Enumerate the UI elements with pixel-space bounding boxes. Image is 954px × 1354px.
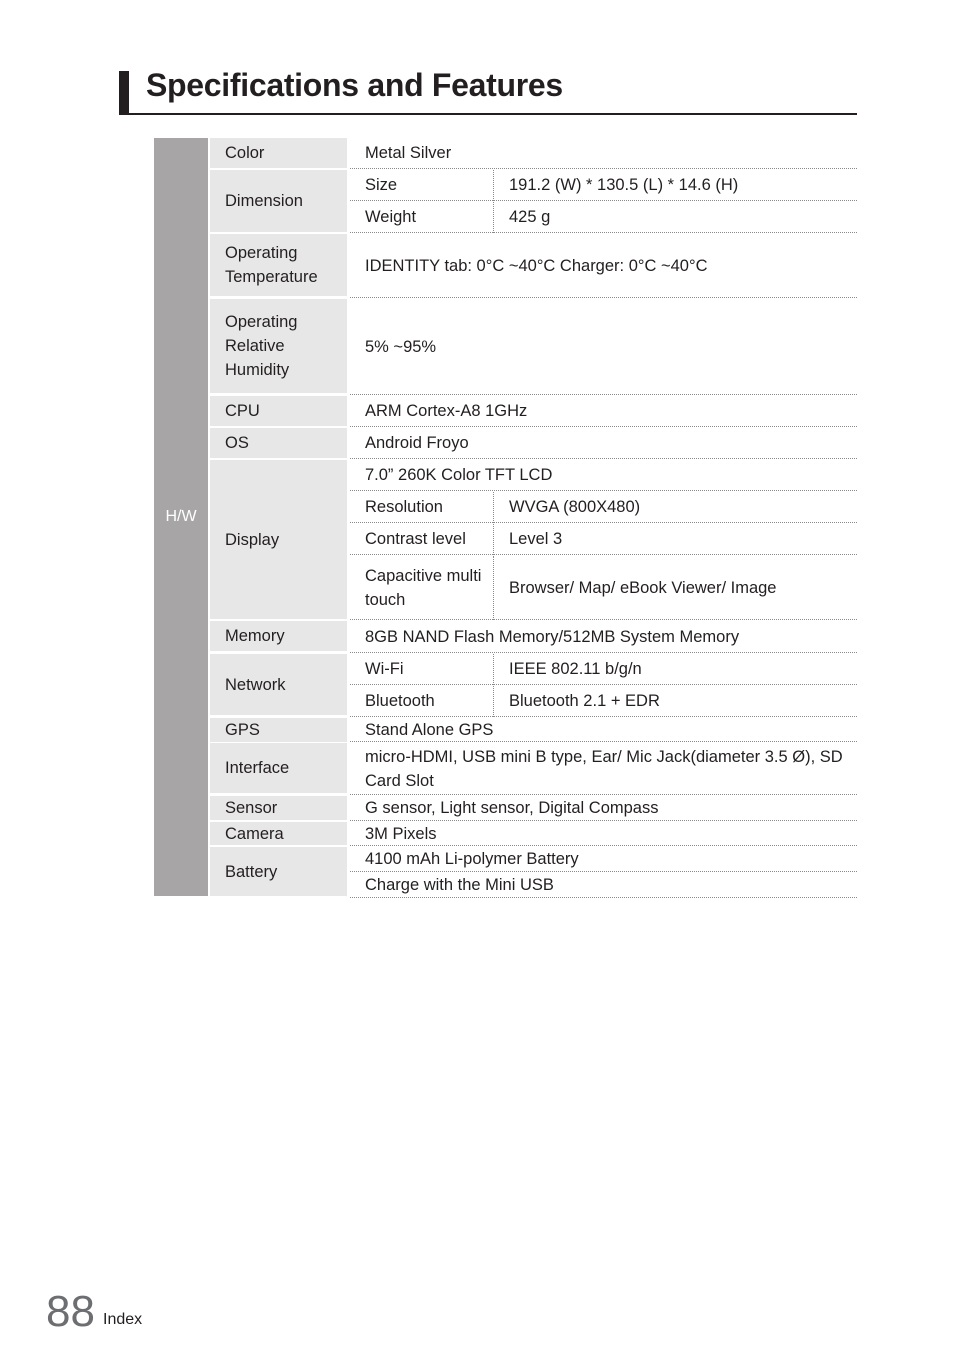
page-title: Specifications and Features bbox=[146, 67, 563, 103]
label-memory: Memory bbox=[210, 621, 347, 651]
title-underline bbox=[119, 113, 857, 115]
sublabel-resolution: Resolution bbox=[350, 492, 493, 523]
value-color: Metal Silver bbox=[350, 138, 857, 169]
title-accent-bar bbox=[119, 71, 129, 114]
sublabel-bluetooth: Bluetooth bbox=[350, 686, 493, 717]
label-dimension: Dimension bbox=[210, 170, 347, 232]
label-network: Network bbox=[210, 654, 347, 715]
value-display-panel: 7.0” 260K Color TFT LCD bbox=[350, 460, 857, 491]
sublabel-wifi: Wi-Fi bbox=[350, 654, 493, 685]
value-size: 191.2 (W) * 130.5 (L) * 14.6 (H) bbox=[493, 170, 857, 201]
value-sensor: G sensor, Light sensor, Digital Compass bbox=[350, 796, 857, 821]
value-operating-humidity: 5% ~95% bbox=[350, 299, 857, 395]
label-display: Display bbox=[210, 460, 347, 619]
value-battery-capacity: 4100 mAh Li-polymer Battery bbox=[350, 847, 857, 872]
label-sensor: Sensor bbox=[210, 796, 347, 820]
sublabel-contrast: Contrast level bbox=[350, 524, 493, 555]
label-gps: GPS bbox=[210, 718, 347, 742]
value-touch: Browser/ Map/ eBook Viewer/ Image bbox=[493, 556, 857, 620]
sublabel-size: Size bbox=[350, 170, 493, 201]
label-color: Color bbox=[210, 138, 347, 168]
value-interface: micro-HDMI, USB mini B type, Ear/ Mic Jack(diameter 3.5 Ø), SD Card Slot bbox=[350, 743, 857, 795]
value-os: Android Froyo bbox=[350, 428, 857, 459]
value-resolution: WVGA (800X480) bbox=[493, 492, 857, 523]
value-operating-temperature: IDENTITY tab: 0°C ~40°C Charger: 0°C ~40°C bbox=[350, 234, 857, 298]
value-cpu: ARM Cortex-A8 1GHz bbox=[350, 396, 857, 427]
label-operating-humidity: Operating Relative Humidity bbox=[210, 299, 347, 393]
label-interface: Interface bbox=[210, 743, 347, 793]
page-number: 88 bbox=[46, 1287, 95, 1336]
value-weight: 425 g bbox=[493, 202, 857, 233]
page-section-label: Index bbox=[103, 1311, 143, 1328]
value-gps: Stand Alone GPS bbox=[350, 718, 857, 742]
value-bluetooth: Bluetooth 2.1 + EDR bbox=[493, 686, 857, 717]
value-memory: 8GB NAND Flash Memory/512MB System Memory bbox=[350, 621, 857, 653]
label-operating-temperature: Operating Temperature bbox=[210, 234, 347, 296]
sublabel-touch: Capacitive multi touch bbox=[350, 556, 493, 620]
label-os: OS bbox=[210, 428, 347, 458]
value-camera: 3M Pixels bbox=[350, 822, 857, 846]
category-cell-hw: H/W bbox=[154, 138, 208, 896]
label-cpu: CPU bbox=[210, 396, 347, 426]
value-wifi: IEEE 802.11 b/g/n bbox=[493, 654, 857, 685]
value-contrast: Level 3 bbox=[493, 524, 857, 555]
value-battery-charge: Charge with the Mini USB bbox=[350, 873, 857, 898]
label-camera: Camera bbox=[210, 822, 347, 845]
sublabel-weight: Weight bbox=[350, 202, 493, 233]
label-battery: Battery bbox=[210, 847, 347, 896]
